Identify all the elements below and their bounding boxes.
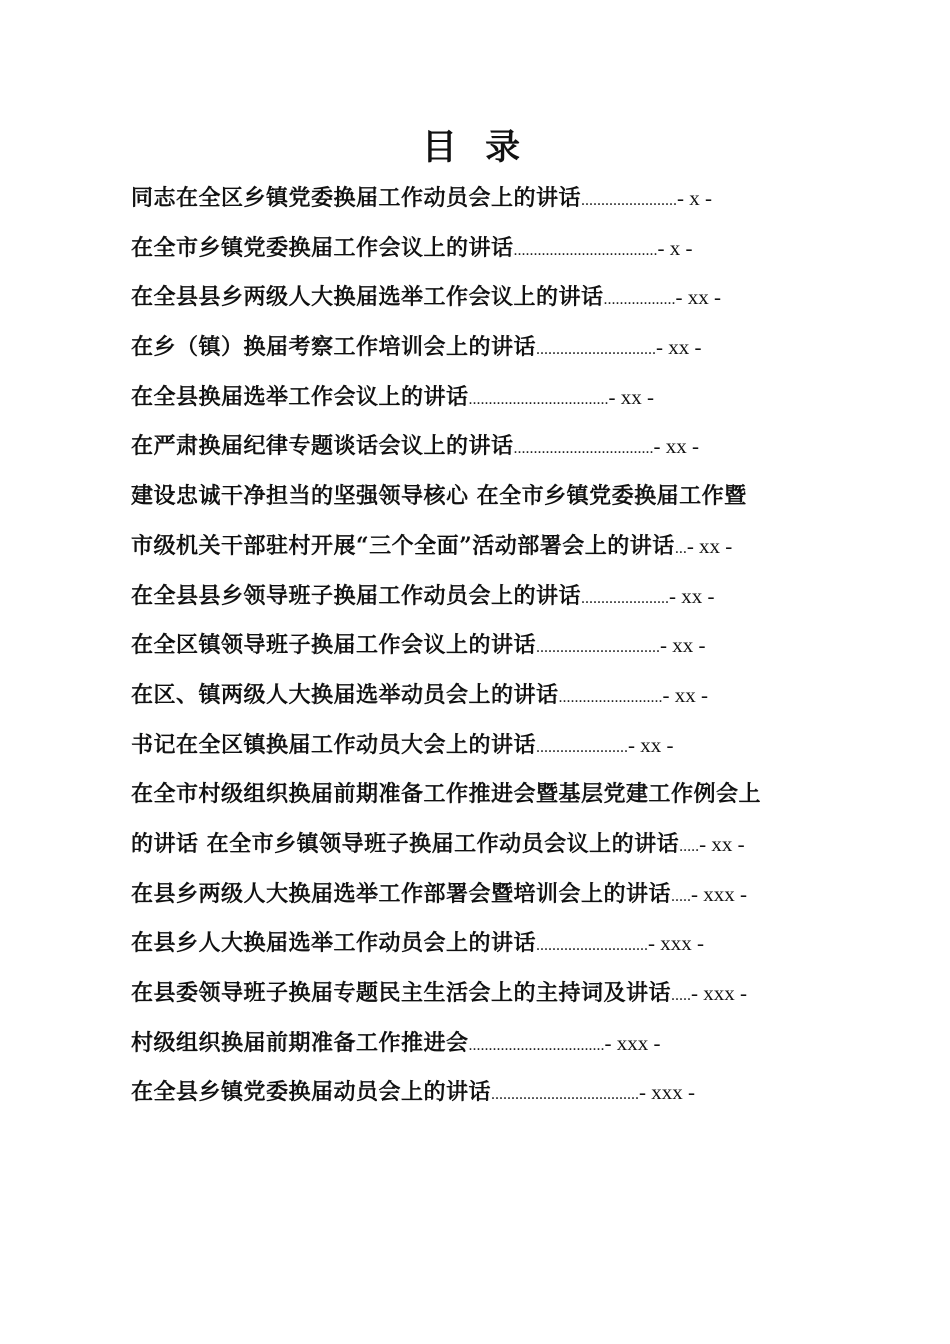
toc-list bbox=[131, 174, 845, 1118]
toc-page-number: - xx - bbox=[699, 831, 745, 856]
toc-page-number: - xx - bbox=[660, 633, 706, 658]
toc-entry-title: 在县乡人大换届选举工作动员会上的讲话 bbox=[131, 930, 537, 957]
toc-entry[interactable] bbox=[131, 919, 845, 969]
toc-entry-title: 建设忠诚干净担当的坚强领导核心 在全市乡镇党委换届工作暨 bbox=[131, 483, 747, 510]
toc-entry-title: 同志在全区乡镇党委换届工作动员会上的讲话 bbox=[131, 185, 582, 211]
toc-entry-title: 在全市乡镇党委换届工作会议上的讲话 bbox=[131, 234, 514, 261]
toc-entry-title: 市级机关干部驻村开展“三个全面”活动部署会上的讲话 bbox=[131, 532, 675, 559]
toc-leader-dots: .................................. bbox=[468, 1036, 605, 1054]
toc-entry[interactable] bbox=[131, 522, 845, 572]
toc-entry-title: 在县乡两级人大换届选举工作部署会暨培训会上的讲话 bbox=[131, 880, 672, 907]
toc-leader-dots: ..... bbox=[671, 987, 692, 1004]
toc-entry-title: 的讲话 在全市乡镇领导班子换届工作动员会议上的讲话 bbox=[131, 830, 680, 857]
toc-entry[interactable] bbox=[131, 373, 845, 423]
toc-leader-dots: ..................................... bbox=[491, 1086, 640, 1104]
toc-entry[interactable] bbox=[131, 969, 845, 1019]
toc-page-number: - xxx - bbox=[648, 931, 705, 956]
toc-entry[interactable] bbox=[131, 820, 845, 870]
toc-page-number: - xxx - bbox=[691, 981, 748, 1005]
toc-entry[interactable] bbox=[131, 174, 845, 224]
toc-entry[interactable] bbox=[131, 870, 845, 920]
toc-entry-title: 在全市村级组织换届前期准备工作推进会暨基层党建工作例会上 bbox=[131, 781, 762, 808]
toc-leader-dots: .................................... bbox=[513, 241, 658, 259]
toc-leader-dots: .......................... bbox=[558, 688, 663, 706]
toc-entry[interactable] bbox=[131, 770, 845, 820]
toc-leader-dots: .............................. bbox=[536, 341, 657, 359]
toc-entry[interactable] bbox=[131, 1019, 845, 1069]
toc-page-number: - x - bbox=[657, 235, 693, 260]
toc-page-number: - x - bbox=[677, 186, 713, 210]
toc-leader-dots: ... bbox=[674, 539, 687, 557]
toc-page-number: - xx - bbox=[675, 285, 722, 310]
toc-entry[interactable] bbox=[131, 721, 845, 771]
toc-entry[interactable] bbox=[131, 273, 845, 323]
toc-entry-title: 在全县县乡两级人大换届选举工作会议上的讲话 bbox=[131, 284, 604, 311]
toc-entry-title: 在县委领导班子换届专题民主生活会上的主持词及讲话 bbox=[131, 980, 672, 1006]
toc-entry-title: 在区、镇两级人大换届选举动员会上的讲话 bbox=[131, 681, 559, 708]
toc-leader-dots: ................................... bbox=[513, 440, 654, 458]
toc-entry-title: 在严肃换届纪律专题谈话会议上的讲话 bbox=[131, 433, 514, 460]
toc-entry[interactable] bbox=[131, 671, 845, 721]
toc-leader-dots: ....................... bbox=[536, 738, 629, 756]
toc-page-number: - xx - bbox=[662, 682, 709, 707]
toc-entry[interactable] bbox=[131, 323, 845, 373]
toc-title: 目 录 bbox=[421, 127, 529, 168]
toc-entry[interactable] bbox=[131, 472, 845, 522]
toc-leader-dots: ..... bbox=[679, 837, 700, 855]
toc-leader-dots: ........................ bbox=[581, 192, 678, 209]
toc-entry[interactable] bbox=[131, 224, 845, 274]
toc-page-number: - xx - bbox=[669, 583, 715, 608]
toc-leader-dots: ............................... bbox=[536, 639, 661, 657]
toc-entry-title: 在全县县乡领导班子换届工作动员会上的讲话 bbox=[131, 582, 582, 609]
toc-entry-title: 村级组织换届前期准备工作推进会 bbox=[131, 1029, 469, 1056]
toc-entry[interactable] bbox=[131, 422, 845, 472]
toc-leader-dots: ...................... bbox=[581, 589, 670, 607]
toc-page-number: - xx - bbox=[608, 384, 655, 409]
toc-entry[interactable] bbox=[131, 572, 845, 622]
toc-page-number: - xxx - bbox=[639, 1080, 696, 1105]
toc-entry-title: 在全县换届选举工作会议上的讲话 bbox=[131, 383, 469, 410]
toc-entry-title: 在乡（镇）换届考察工作培训会上的讲话 bbox=[131, 334, 537, 361]
toc-entry[interactable] bbox=[131, 621, 845, 671]
toc-leader-dots: ................................... bbox=[468, 390, 609, 408]
toc-entry-title: 在全区镇领导班子换届工作会议上的讲话 bbox=[131, 632, 537, 659]
toc-leader-dots: ..... bbox=[671, 887, 692, 905]
toc-page-number: - xx - bbox=[653, 434, 700, 459]
toc-entry[interactable] bbox=[131, 1068, 845, 1118]
toc-leader-dots: ............................ bbox=[536, 937, 649, 955]
toc-page-number: - xx - bbox=[686, 533, 733, 558]
toc-page-number: - xx - bbox=[656, 335, 702, 360]
toc-entry-title: 书记在全区镇换届工作动员大会上的讲话 bbox=[131, 731, 537, 758]
toc-entry-title: 在全县乡镇党委换届动员会上的讲话 bbox=[131, 1079, 492, 1106]
toc-page-number: - xxx - bbox=[604, 1030, 661, 1055]
toc-page-number: - xxx - bbox=[691, 881, 748, 906]
toc-page-number: - xx - bbox=[628, 732, 674, 757]
toc-leader-dots: .................. bbox=[603, 291, 676, 309]
